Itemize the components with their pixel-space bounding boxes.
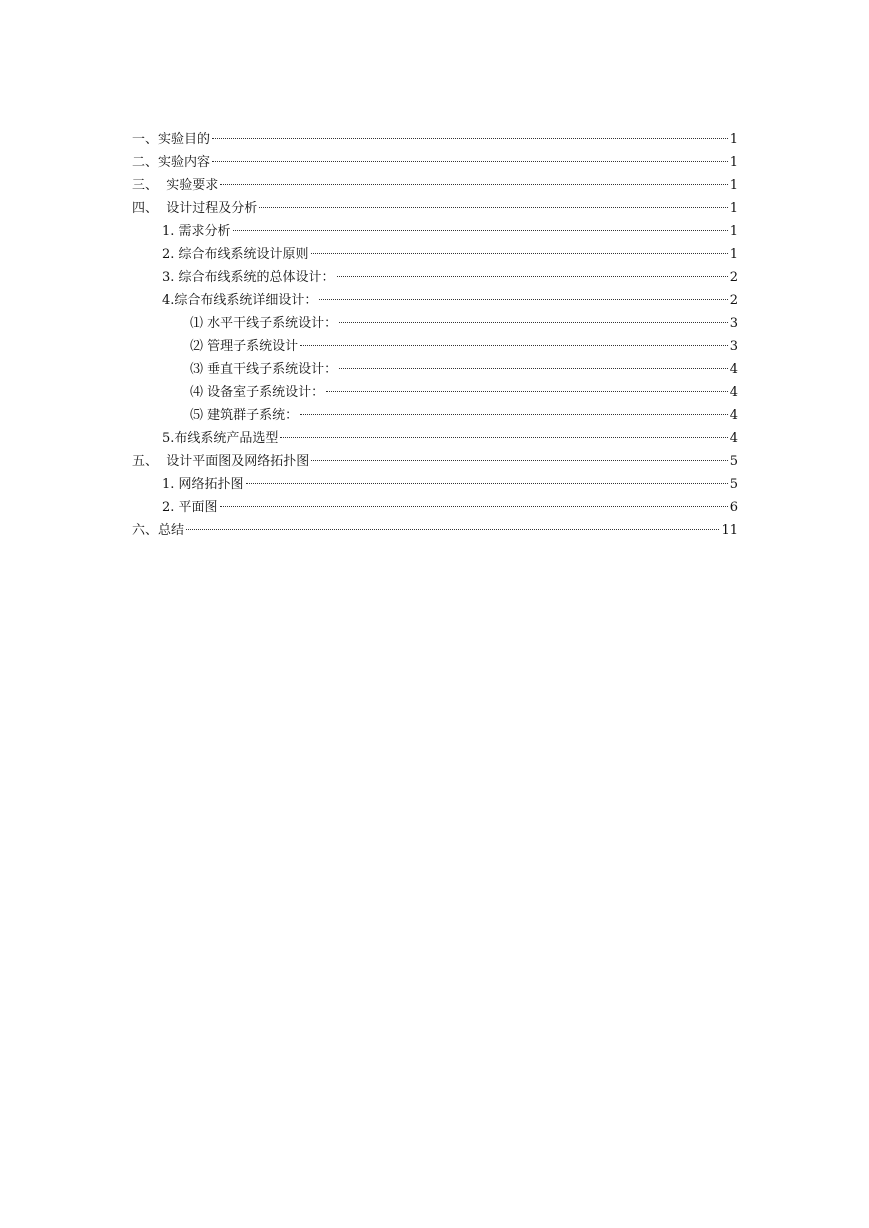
toc-entry-page: 5 [729, 454, 738, 469]
toc-entry[interactable] [132, 243, 738, 266]
toc-entry-page: 1 [729, 247, 738, 262]
toc-entry-page: 4 [729, 408, 738, 423]
toc-dot-leader [220, 505, 728, 507]
toc-dot-leader [259, 206, 727, 208]
toc-entry-page: 4 [729, 431, 738, 446]
toc-entry[interactable] [132, 427, 738, 450]
toc-entry-title: 2. 综合布线系统设计原则 [162, 247, 309, 262]
toc-entry[interactable] [132, 496, 738, 519]
toc-entry[interactable] [132, 404, 738, 427]
toc-dot-leader [319, 298, 727, 300]
toc-entry-page: 1 [729, 132, 738, 147]
toc-dot-leader [339, 367, 728, 369]
toc-dot-leader [186, 528, 719, 530]
toc-entry[interactable] [132, 174, 738, 197]
toc-entry-page: 4 [729, 385, 738, 400]
toc-entry[interactable] [132, 151, 738, 174]
toc-entry[interactable] [132, 450, 738, 473]
toc-entry-title: ⑵ 管理子系统设计 [190, 339, 299, 354]
toc-dot-leader [311, 459, 727, 461]
toc-entry[interactable] [132, 519, 738, 542]
toc-entry-title: 二、实验内容 [132, 155, 211, 170]
toc-entry-title: 4.综合布线系统详细设计： [162, 293, 318, 308]
toc-entry[interactable] [132, 312, 738, 335]
toc-entry-page: 1 [729, 155, 738, 170]
toc-dot-leader [212, 160, 728, 162]
toc-entry[interactable] [132, 220, 738, 243]
toc-entry-page: 11 [721, 523, 738, 538]
toc-entry-title: ⑴ 水平干线子系统设计： [190, 316, 338, 331]
toc-dot-leader [300, 344, 728, 346]
toc-entry[interactable] [132, 289, 738, 312]
toc-entry-title: 1. 网络拓扑图 [162, 477, 244, 492]
toc-dot-leader [337, 275, 728, 277]
toc-entry-page: 1 [729, 178, 738, 193]
toc-entry-title: 五、 设计平面图及网络拓扑图 [132, 454, 310, 469]
toc-entry-page: 3 [729, 339, 738, 354]
toc-entry-page: 1 [729, 201, 738, 216]
toc-entry-title: ⑶ 垂直干线子系统设计： [190, 362, 338, 377]
toc-dot-leader [233, 229, 728, 231]
toc-entry-title: 3. 综合布线系统的总体设计： [162, 270, 335, 285]
toc-dot-leader [220, 183, 727, 185]
toc-entry[interactable] [132, 197, 738, 220]
toc-entry[interactable] [132, 335, 738, 358]
toc-entry-page: 5 [729, 477, 738, 492]
table-of-contents [132, 128, 738, 542]
toc-dot-leader [300, 413, 728, 415]
toc-entry-title: 2. 平面图 [162, 500, 218, 515]
toc-entry[interactable] [132, 381, 738, 404]
toc-entry-page: 4 [729, 362, 738, 377]
toc-dot-leader [311, 252, 728, 254]
toc-entry-page: 2 [729, 270, 738, 285]
toc-entry-page: 6 [729, 500, 738, 515]
toc-dot-leader [280, 436, 727, 438]
toc-entry[interactable] [132, 473, 738, 496]
toc-dot-leader [246, 482, 728, 484]
toc-entry-title: ⑷ 设备室子系统设计： [190, 385, 325, 400]
toc-entry-title: 四、 设计过程及分析 [132, 201, 258, 216]
toc-dot-leader [212, 137, 728, 139]
toc-entry-title: 六、总结 [132, 523, 185, 538]
toc-entry-page: 1 [729, 224, 738, 239]
toc-entry[interactable] [132, 358, 738, 381]
toc-entry-title: 一、实验目的 [132, 132, 211, 147]
toc-entry-page: 2 [729, 293, 738, 308]
toc-entry-page: 3 [729, 316, 738, 331]
toc-entry-title: 5.布线系统产品选型 [162, 431, 279, 446]
toc-entry-title: 三、 实验要求 [132, 178, 219, 193]
toc-dot-leader [326, 390, 728, 392]
toc-entry-title: ⑸ 建筑群子系统： [190, 408, 299, 423]
toc-entry[interactable] [132, 128, 738, 151]
toc-dot-leader [339, 321, 728, 323]
toc-entry-title: 1. 需求分析 [162, 224, 231, 239]
toc-entry[interactable] [132, 266, 738, 289]
